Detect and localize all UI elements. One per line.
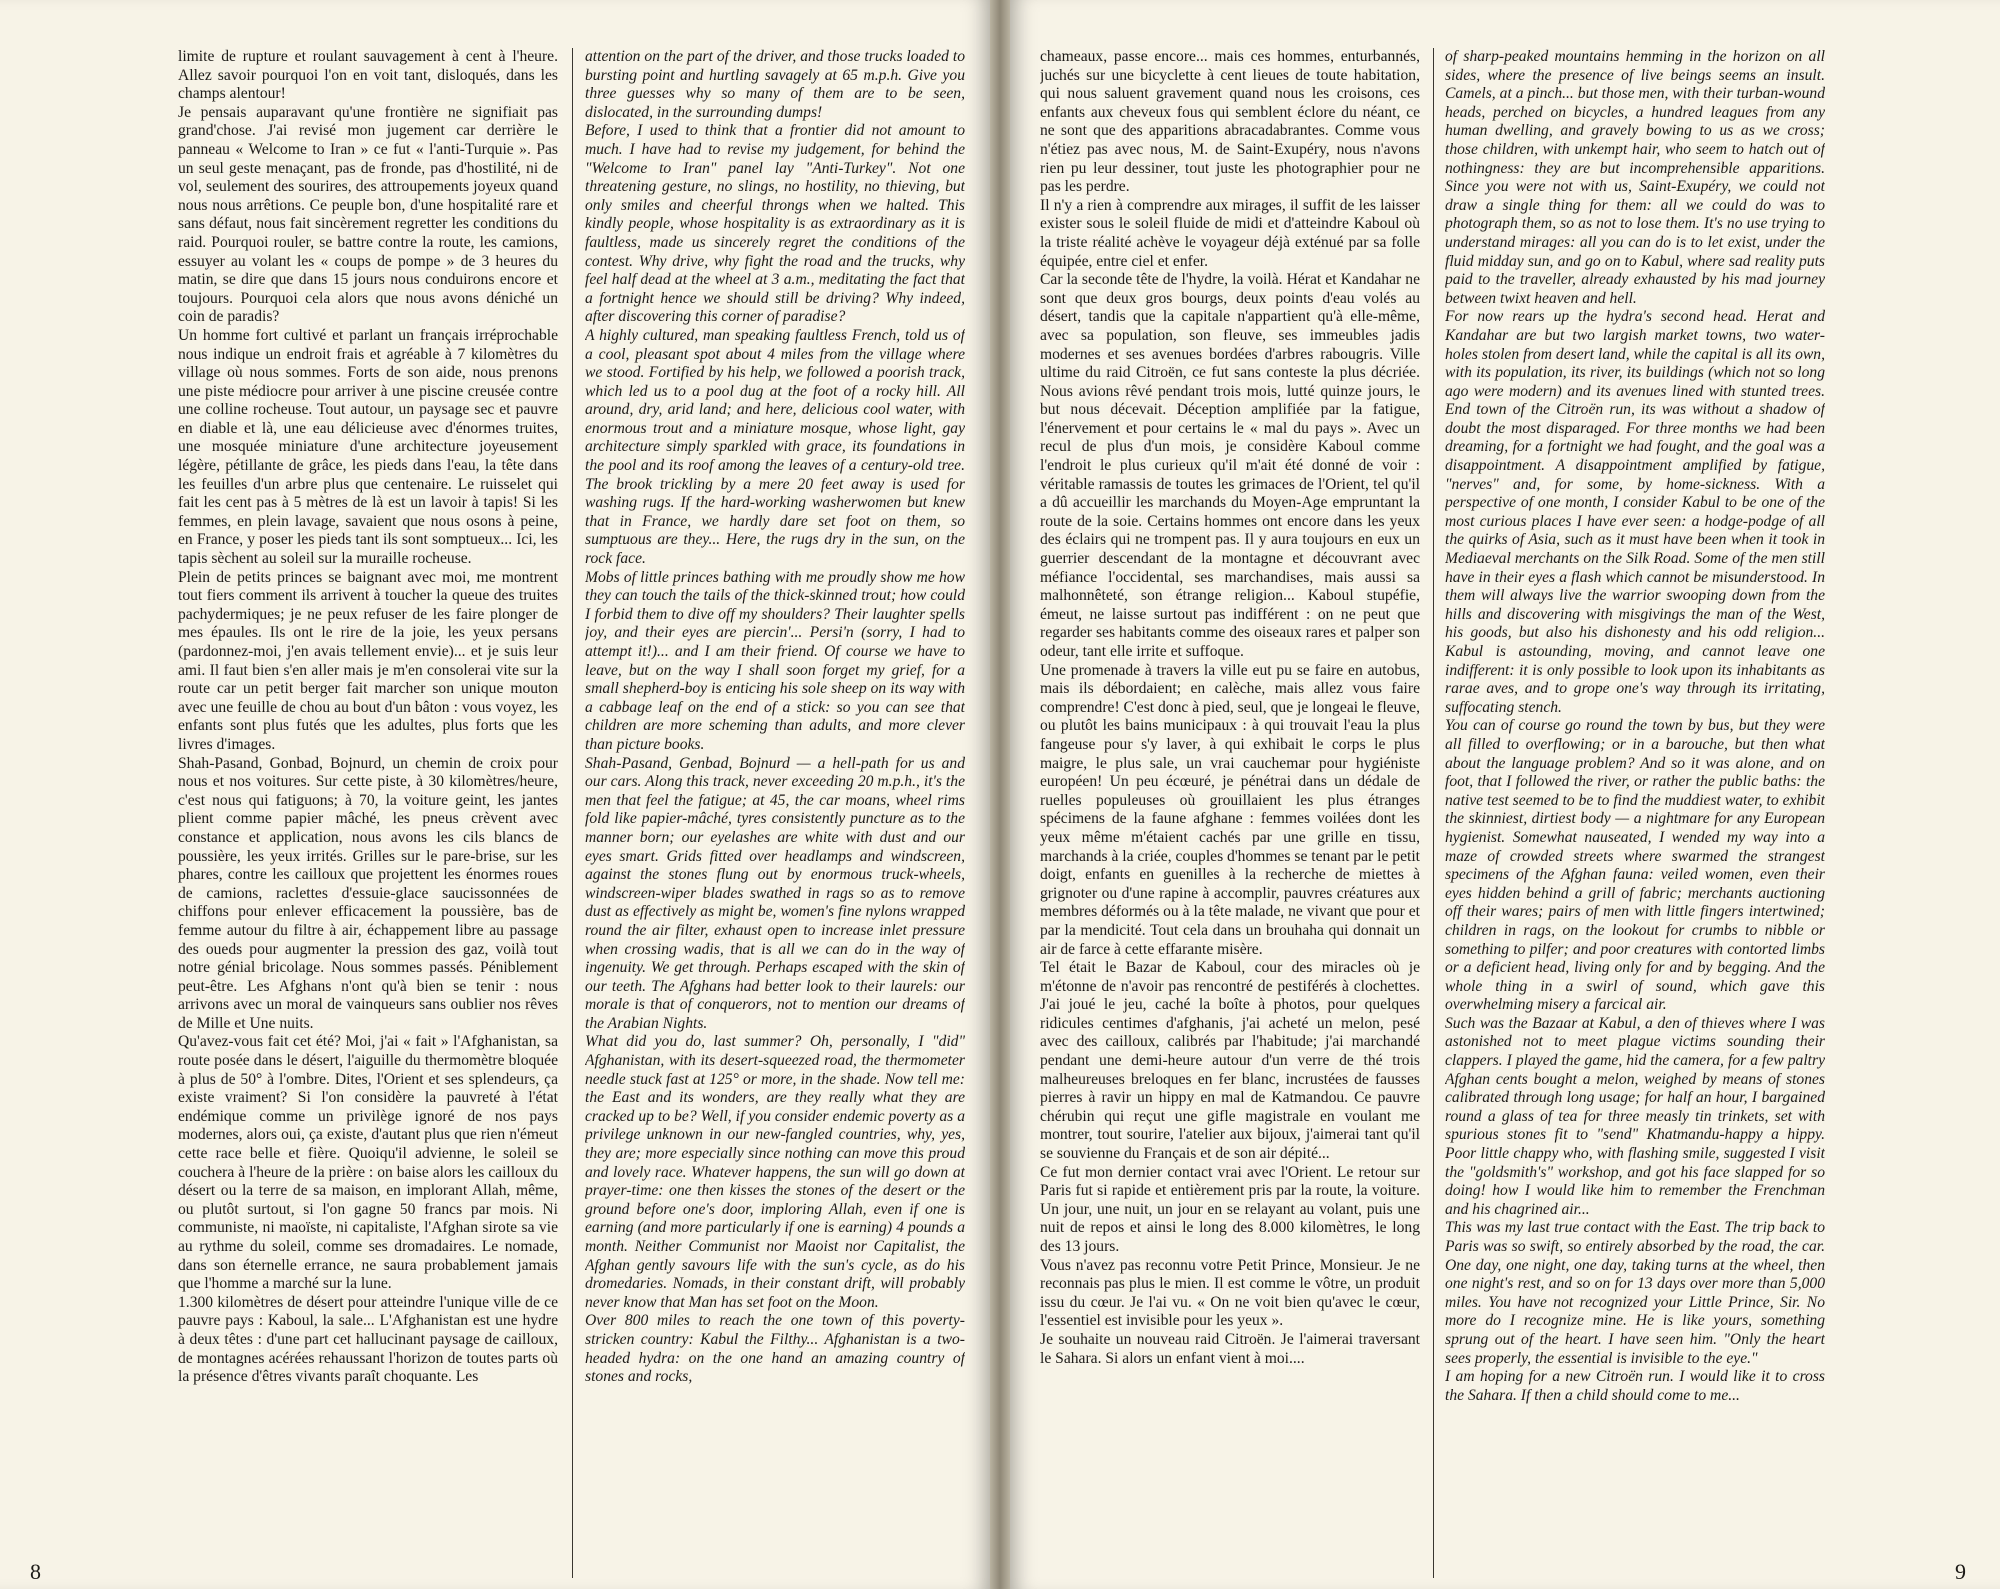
- paragraph: You can of course go round the town by bus, but they were all filled to overflowing; or in a barouche, but then what about the language problem? And so it was alone, and on foot, that I followed the river, or rather the public baths: the native test seemed to be to find the muddiest water, to exhibit the skinniest, dirtiest body — a nightmare for any European hygienist. Somewhat nauseated, I wended my way into a maze of crowded streets where swarmed the strangest specimens of the Afghan fauna: veiled women, even their eyes hidden behind a grill of fabric; merchants auctioning off their wares; pairs of men with little fingers intertwined; children in rags, on the lookout for crumbs to nibble or something to pilfer; and poor creatures with contorted limbs or a deficient head, living only for and by begging. And the whole thing in a swirl of sound, which gave this overwhelming misery a farcical air.: [1445, 717, 1825, 1014]
- paragraph: Je souhaite un nouveau raid Citroën. Je l'aimerai traversant le Sahara. Si alors un enfant vient à moi....: [1040, 1330, 1420, 1367]
- paragraph: Mobs of little princes bathing with me proudly show me how they can touch the tails of the thick-skinned trout; how could I forbid them to dive off my shoulders? Their laughter spells joy, and their eyes are piercin'... Persi'n (sorry, I had to attempt it!)... and I am their friend. Of course we have to leave, but on the way I shall soon forget my grief, for a small shepherd-boy is enticing his sole sheep on its way with a cabbage leaf on the end of a stick: so you can see that children are more scheming than adults, and more clever than picture books.: [585, 568, 965, 753]
- paragraph: Plein de petits princes se baignant avec moi, me montrent tout fiers comment ils arrivent à toucher la queue des truites pachydermiques; je ne peux refuser de les faire plonger de mes épaules. Ils ont le rire de la joie, les yeux persans (pardonnez-moi, j'en avais tellement envie)... et je suis leur ami. Il faut bien s'en aller mais je m'en consolerai vite sur la route car un petit berger fait marcher son unique mouton avec une feuille de chou au bout d'un bâton : vous voyez, les enfants sont plus futés que les adultes, plus forts que les livres d'images.: [178, 568, 558, 753]
- gutter: [990, 0, 1010, 1589]
- paragraph: Car la seconde tête de l'hydre, la voilà. Hérat et Kandahar ne sont que deux gros bourgs, deux points d'eau volés au désert, tandis que la capitale n'appartient qu'à elle-même, avec sa population, son fleuve, ses immeubles jadis modernes et ses avenues bordées d'arbres rabougris. Ville ultime du raid Citroën, ce fut sans conteste la plus décriée. Nous avions rêvé pendant trois mois, lutté quinze jours, le but nous décevait. Déception amplifiée par la fatigue, l'énervement et pour certains le « mal du pays ». Avec un recul de plus d'un mois, je considère Kaboul comme l'endroit le plus curieux qu'il m'ait été donné de voir : véritable ramassis de toutes les grimaces de l'Orient, tel qu'il a dû accueillir les marchands du Moyen-Age empruntant la route de la soie. Certains hommes ont encore dans les yeux des éclairs qui ne trompent pas. Il y aura toujours en eux un guerrier descendant de la montagne et découvrant avec méfiance l'occidental, ses marchandises, mais aussi sa malhonnêteté, son étrange religion... Kaboul stupéfie, émeut, ne laisse surtout pas indifférent : on ne peut que regarder ses habitants comme des oiseaux rares et palper son odeur, tant elle irrite et suffoque.: [1040, 271, 1420, 660]
- paragraph: Une promenade à travers la ville eut pu se faire en autobus, mais ils débordaient; en calèche, mais allez vous faire comprendre! C'est donc à pied, seul, que je longeai le fleuve, ou plutôt les bains municipaux : à qui trouvait l'eau la plus fangeuse pour s'y laver, à qui exhibait le corps le plus maigre, le plus sale, un vrai cauchemar pour hygiéniste européen! Un peu écœuré, je pénétrai dans un dédale de ruelles populeuses où grouillaient les plus étranges spécimens de la faune afghane : femmes voilées dont les yeux même m'étaient cachés par une grille en tissu, marchands à la criée, couples d'hommes se tenant par le petit doigt, enfants en guenilles à la recherche de miettes à grignoter ou d'une rapine à accomplir, pauvres créatures aux membres déformés ou à la tête malade, ne vivant que pour et par la mendicité. Tout cela dans un brouhaha qui donnait un air de farce à cette effarante misère.: [1040, 661, 1420, 958]
- paragraph: Qu'avez-vous fait cet été? Moi, j'ai « fait » l'Afghanistan, sa route posée dans le désert, l'aiguille du thermomètre bloquée à plus de 50° à l'ombre. Dites, l'Orient et ses splendeurs, ça existe vraiment? Si l'on considère la pauvreté à l'état endémique comme un privilège ignoré de nos pays modernes, alors oui, ça existe, d'autant plus que rien n'émeut cette race belle et fière. Quoiqu'il advienne, le soleil se couchera à l'heure de la prière : on baise alors les cailloux du désert ou la terre de sa maison, en implorant Allah, même, ou plutôt surtout, si l'on gagne 50 francs par mois. Ni communiste, ni maoïste, ni capitaliste, l'Afghan sirote sa vie au rythme du soleil, comme ses dromadaires. Le nomade, dans son éternelle errance, ne saura probablement jamais que l'homme a marché sur la lune.: [178, 1033, 558, 1293]
- paragraph: chameaux, passe encore... mais ces hommes, enturbannés, juchés sur une bicyclette à cent lieues de toute habitation, qui nous saluent gravement quand nous les croisons, ces enfants aux cheveux fous qui semblent éclore du néant, ce ne sont que des apparitions abracadabrantes. Comme vous n'étiez pas avec nous, M. de Saint-Exupéry, nous n'avons rien pu leur dessiner, tout juste les photographier pour ne pas les perdre.: [1040, 48, 1420, 196]
- page-number: 9: [1955, 1559, 1966, 1584]
- paragraph: Before, I used to think that a frontier did not amount to much. I have had to revise my judgement, for behind the "Welcome to Iran" panel lay "Anti-Turkey". Not one threatening gesture, no slings, no hostility, no thieving, but only smiles and cheerful throngs when we halted. This kindly people, whose hospitality is as extraordinary as it is faultless, made us sincerely regret the conditions of the contest. Why drive, why fight the road and the trucks, why feel half dead at the wheel at 3 a.m., meditating the fact that a fortnight hence we should still be driving? Why indeed, after discovering this corner of paradise?: [585, 122, 965, 326]
- paragraph: Shah-Pasand, Genbad, Bojnurd — a hell-path for us and our cars. Along this track, never exceeding 20 m.p.h., it's the men that feel the fatigue; at 45, the car moans, wheel rims fold like papier-mâché, tyres consistently puncture as to the manner born; our eyelashes are white with dust and our eyes smart. Grids fitted over headlamps and windscreen, against the stones flung out by enormous truck-wheels, windscreen-wiper blades swathed in rags so as to remove dust as effectively as might be, women's fine nylons wrapped round the air filter, exhaust open to increase inlet pressure when crossing wadis, that is all we can do in the way of ingenuity. We get through. Perhaps escaped with the skin of our teeth. The Afghans had better look to their laurels: our morale is that of conquerors, not to mention our dreams of the Arabian Nights.: [585, 754, 965, 1032]
- left-french-column: [178, 48, 558, 1578]
- paragraph: Over 800 miles to reach the one town of this poverty-stricken country: Kabul the Filthy... Afghanistan is a two-headed hydra: on the one hand an amazing country of stones and rocks,: [585, 1312, 965, 1386]
- paragraph: Je pensais auparavant qu'une frontière ne signifiait pas grand'chose. J'ai revisé mon jugement car derrière le panneau « Welcome to Iran » ce fut « l'anti-Turquie ». Pas un seul geste menaçant, pas de fronde, pas d'hostilité, ni de vol, seulement des sourires, des attroupements joyeux quand nous nous arrêtions. Ce peuple bon, d'une hospitalité rare et sans défaut, nous fait sincèrement regretter les conditions du raid. Pourquoi rouler, se battre contre la route, les camions, essuyer au volant les « coups de pompe » de 3 heures du matin, se dire que dans 15 jours nous conduirons encore et toujours. Pourquoi cela alors que nous avons déniché un coin de paradis?: [178, 103, 558, 326]
- column-rule: [572, 48, 573, 1578]
- paragraph: attention on the part of the driver, and those trucks loaded to bursting point and hurtling savagely at 65 m.p.h. Give you three guesses why so many of them are to be seen, dislocated, in the surrounding dumps!: [585, 48, 965, 121]
- left-english-column: [585, 48, 965, 1578]
- paragraph: For now rears up the hydra's second head. Herat and Kandahar are but two largish market towns, two water-holes stolen from desert land, while the capital is all its own, with its population, its river, its buildings (which not so long ago were modern) and its avenues lined with stunted trees. End town of the Citroën run, its was without a shadow of doubt the most disparaged. For three months we had been dreaming, for a fortnight we had fought, and the goal was a disappointment. A disappointment amplified by fatigue, "nerves" and, for some, by home-sickness. With a perspective of one month, I consider Kabul to be one of the most curious places I have ever seen: a hodge-podge of all the quirks of Asia, such as it must have been when it took in Mediaeval merchants on the Silk Road. Some of the men still have in their eyes a flash which cannot be misunderstood. In them will always live the warrior swooping down from the hills and discovering with misgivings the man of the West, his goods, but also his dishonesty and his odd religion... Kabul is astounding, moving, and cannot leave one indifferent: it is only possible to look upon its inhabitants as rarae aves, and to grope one's way through its irritating, suffocating stench.: [1445, 308, 1825, 716]
- paragraph: Il n'y a rien à comprendre aux mirages, il suffit de les laisser exister sous le soleil fluide de midi et d'atteindre Kaboul où la triste réalité achève le voyageur déjà exténué par sa folle équipée, entre ciel et enfer.: [1040, 196, 1420, 270]
- paragraph: Ce fut mon dernier contact vrai avec l'Orient. Le retour sur Paris fut si rapide et entièrement pris par la route, la voiture. Un jour, une nuit, un jour en se relayant au volant, puis une nuit de repos et ainsi le long des 8.000 kilomètres, le long des 13 jours.: [1040, 1163, 1420, 1255]
- page-number: 8: [30, 1559, 41, 1584]
- paragraph: This was my last true contact with the East. The trip back to Paris was so swift, so entirely absorbed by the road, the car. One day, one night, one day, taking turns at the wheel, then one night's rest, and so on for 13 days over more than 5,000 miles. You have not recognized your Little Prince, Sir. No more do I recognize mine. He is like yours, something sprung out of the heart. I have seen him. "Only the heart sees properly, the essential is invisible to the eye.": [1445, 1219, 1825, 1367]
- paragraph: Un homme fort cultivé et parlant un français irréprochable nous indique un endroit frais et agréable à 7 kilomètres du village où nous sommes. Forts de son aide, nous prenons une piste médiocre pour arriver à une piscine creusée contre une colline rocheuse. Tout autour, un paysage sec et pauvre en diable et là, une eau délicieuse avec d'énormes truites, une mosquée miniature d'une architecture joyeusement légère, pétillante de grâce, les pieds dans l'eau, la tête dans les feuilles d'un arbre plus que centenaire. Le ruisselet qui fait les cent pas à 5 mètres de là est un lavoir à tapis! Si les femmes, en plein lavage, savaient que nous osons à peine, en France, y poser les pieds tant ils sont somptueux... Ici, les tapis sèchent au soleil sur la muraille rocheuse.: [178, 326, 558, 568]
- paragraph: 1.300 kilomètres de désert pour atteindre l'unique ville de ce pauvre pays : Kaboul, la sale... L'Afghanistan est une hydre à deux têtes : d'une part cet hallucinant paysage de cailloux, de montagnes acérées rehaussant l'horizon de toutes parts où la présence d'êtres vivants paraît choquante. Les: [178, 1293, 558, 1386]
- paragraph: Shah-Pasand, Gonbad, Bojnurd, un chemin de croix pour nous et nos voitures. Sur cette piste, à 30 kilomètres/heure, c'est nous qui fatiguons; à 70, la voiture geint, les jantes plient comme papier mâché, les pneus crèvent avec constance et application, nous avons les cils blancs de poussière, les yeux irrités. Grilles sur le pare-brise, sur les phares, contre les cailloux que projettent les énormes roues de camions, raclettes d'essuie-glace saucissonnées de chiffons pour enlever efficacement la poussière, bas de femme autour du filtre à air, échappement libre au passage des oueds pour augmenter la pression des gaz, voilà tout notre génial bricolage. Nous sommes passés. Péniblement peut-être. Les Afghans n'ont qu'à bien se tenir : nous arrivons avec un moral de vainqueurs sans oublier nos rêves de Mille et Une nuits.: [178, 754, 558, 1032]
- paragraph: Such was the Bazaar at Kabul, a den of thieves where I was astonished not to meet plague victims sounding their clappers. I played the game, hid the camera, for a few paltry Afghan cents bought a melon, weighed by means of stones calibrated through long usage; for half an hour, I bargained round a glass of tea for three measly tin trinkets, set with spurious stones fit to "send" Khatmandu-happy a hippy. Poor little chappy who, with flashing smile, suggested I visit the "goldsmith's" workshop, and got his face slapped for so doing! how I would like him to remember the Frenchman and his chagrined air...: [1445, 1014, 1825, 1218]
- paragraph: I am hoping for a new Citroën run. I would like it to cross the Sahara. If then a child should come to me...: [1445, 1368, 1825, 1404]
- paragraph: Vous n'avez pas reconnu votre Petit Prince, Monsieur. Je ne reconnais pas plus le mien. Il est comme le vôtre, un produit issu du cœur. Je l'ai vu. « On ne voit bien qu'avec le cœur, l'essentiel est invisible pour les yeux ».: [1040, 1256, 1420, 1330]
- left-page: [0, 0, 990, 1589]
- right-english-column: [1445, 48, 1825, 1578]
- column-rule: [1433, 48, 1434, 1578]
- right-page: [1010, 0, 2000, 1589]
- paragraph: of sharp-peaked mountains hemming in the horizon on all sides, where the presence of live beings seems an insult. Camels, at a pinch... but those men, with their turban-wound heads, perched on bicycles, a hundred leagues from any human dwelling, and gravely bowing to us as we cross; those children, with unkempt hair, who seem to hatch out of nothingness: they are but incomprehensible apparitions. Since you were not with us, Saint-Exupéry, we could not draw a single thing for them: all we could do was to photograph them, so as not to lose them. It's no use trying to understand mirages: all you can do is to let exist, under the fluid midday sun, and go on to Kabul, where sad reality puts paid to the traveller, already exhausted by his mad journey between twixt heaven and hell.: [1445, 48, 1825, 307]
- paragraph: What did you do, last summer? Oh, personally, I "did" Afghanistan, with its desert-squeezed road, the thermometer needle stuck fast at 125° or more, in the shade. Now tell me: the East and its wonders, are they really what they are cracked up to be? Well, if you consider endemic poverty as a privilege unknown in our new-fangled countries, why, yes, they are; more especially since nothing can move this proud and lovely race. Whatever happens, the sun will go down at prayer-time: one then kisses the stones of the desert or the ground before one's door, imploring Allah, even if one is earning (and more particularly if one is earning) 4 pounds a month. Neither Communist nor Maoist nor Capitalist, the Afghan gently savours life with the sun's cycle, as do his dromedaries. Nomads, in their constant drift, will probably never know that Man has set foot on the Moon.: [585, 1033, 965, 1311]
- paragraph: Tel était le Bazar de Kaboul, cour des miracles où je m'étonne de n'avoir pas rencontré de pestiférés à clochettes. J'ai joué le jeu, caché la boîte à photos, pour quelques ridicules centimes d'afghanis, j'ai acheté un melon, pesé avec des cailloux, calibrés par l'habitude; j'ai marchandé pendant une demi-heure autour d'un verre de thé trois malheureuses breloques en fer blanc, incrustées de fausses pierres à ravir un hippy en mal de Katmandou. Ce pauvre chérubin qui reçut une gifle magistrale en voulant me montrer, tout sourire, l'atelier aux bijoux, j'aimerai tant qu'il se souvienne du Français et de son air dépité...: [1040, 959, 1420, 1163]
- paragraph: A highly cultured, man speaking faultless French, told us of a cool, pleasant spot about 4 miles from the village where we stood. Fortified by his help, we followed a poorish track, which led us to a pool dug at the foot of a rocky hill. All around, dry, arid land; and here, delicious cool water, with enormous trout and a miniature mosque, whose light, gay architecture simply sparkled with grace, its foundations in the pool and its roof among the leaves of a century-old tree. The brook trickling by a mere 20 feet away is used for washing rugs. If the hard-working washerwomen but knew that in France, we hardly dare set foot on them, so sumptuous are they... Here, the rugs dry in the sun, on the rock face.: [585, 326, 965, 568]
- right-french-column: [1040, 48, 1420, 1578]
- paragraph: limite de rupture et roulant sauvagement à cent à l'heure. Allez savoir pourquoi l'on en voit tant, disloqués, dans les champs alentour!: [178, 48, 558, 103]
